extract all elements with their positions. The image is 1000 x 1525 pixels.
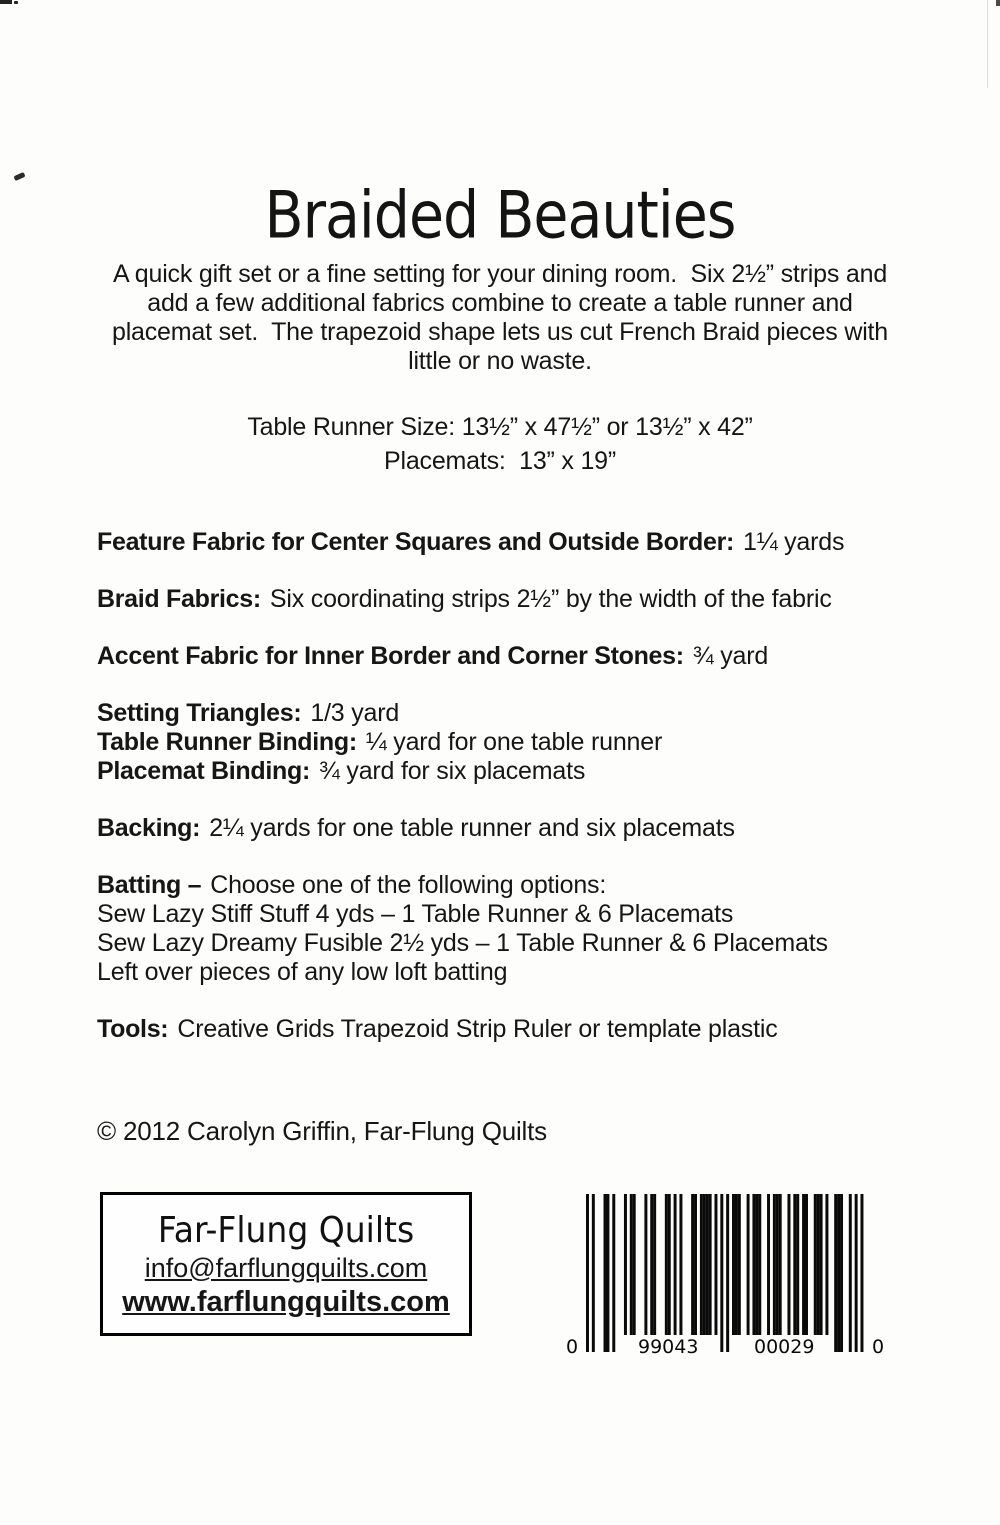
req-value: 1¼ yards <box>743 528 845 556</box>
publisher-email: info@farflungquilts.com <box>144 1252 428 1283</box>
req-value: 1/3 yard <box>310 699 400 727</box>
scan-artifact-top-left <box>0 0 12 4</box>
upc-digit-system: 0 <box>566 1336 579 1358</box>
req-value: Six coordinating strips 2½” by the width of the fabric <box>269 585 832 613</box>
intro-line: A quick gift set or a fine setting for your dining room. Six 2½” strips and <box>112 260 888 288</box>
upc-digits-left-group: 99043 <box>638 1336 699 1358</box>
req-value: ¼ yard for one table runner <box>365 728 663 756</box>
scan-artifact-right-line <box>987 0 988 88</box>
req-braid-fabrics <box>97 585 945 614</box>
req-batting-option <box>97 929 945 958</box>
intro-line: little or no waste. <box>408 347 592 375</box>
req-line <box>97 757 945 786</box>
page-title: Braided Beauties <box>264 178 736 254</box>
req-line <box>97 1015 945 1044</box>
req-line <box>97 814 945 843</box>
req-line <box>97 728 945 757</box>
req-label: Batting – <box>97 871 202 899</box>
scan-artifact-dot <box>14 1 18 4</box>
req-value: Choose one of the following options: <box>210 871 607 899</box>
req-label: Backing: <box>97 814 201 842</box>
req-value: Left over pieces of any low loft batting <box>97 958 508 986</box>
req-label: Setting Triangles: <box>97 699 302 727</box>
req-value: ¾ yard for six placemats <box>319 757 586 785</box>
finished-sizes <box>80 410 920 478</box>
req-line <box>97 699 945 728</box>
req-batting-option <box>97 900 945 929</box>
scan-artifact-top-right <box>996 0 1000 6</box>
req-label: Braid Fabrics: <box>97 585 261 613</box>
req-line <box>97 642 945 671</box>
req-line <box>97 528 945 557</box>
intro-line: placemat set. The trapezoid shape lets us cut French Braid pieces with <box>111 318 889 346</box>
intro-line: add a few additional fabrics combine to create a table runner and <box>147 289 853 317</box>
req-value: Creative Grids Trapezoid Strip Ruler or template plastic <box>177 1015 778 1043</box>
req-feature-fabric <box>97 528 945 557</box>
req-label: Placemat Binding: <box>97 757 310 785</box>
req-label: Accent Fabric for Inner Border and Corner Stones: <box>97 642 684 670</box>
req-value: ¾ yard <box>692 642 769 670</box>
req-label: Table Runner Binding: <box>97 728 357 756</box>
placemat-size: Placemats: 13” x 19” <box>383 447 616 475</box>
upc-barcode <box>558 1190 898 1365</box>
req-line <box>97 871 945 900</box>
publisher-name: Far-Flung Quilts <box>157 1207 415 1251</box>
publisher-contact-box <box>100 1192 472 1336</box>
req-value: Sew Lazy Stiff Stuff 4 yds – 1 Table Runner & 6 Placemats <box>97 900 734 928</box>
req-value: Sew Lazy Dreamy Fusible 2½ yds – 1 Table Runner & 6 Placemats <box>97 929 828 957</box>
req-batting-option <box>97 958 945 987</box>
table-runner-size: Table Runner Size: 13½” x 47½” or 13½” x 42” <box>247 413 753 441</box>
upc-digits-right-group: 00029 <box>754 1336 815 1358</box>
upc-barcode-bars <box>558 1190 898 1365</box>
req-accent-fabric <box>97 642 945 671</box>
upc-digit-check: 0 <box>872 1336 885 1358</box>
req-label: Feature Fabric for Center Squares and Outside Border: <box>97 528 735 556</box>
req-triangles-bindings <box>97 699 945 786</box>
copyright-line: © 2012 Carolyn Griffin, Far-Flung Quilts <box>97 1116 547 1146</box>
req-value: 2¼ yards for one table runner and six placemats <box>209 814 735 842</box>
req-tools <box>97 1015 945 1044</box>
req-label: Tools: <box>97 1015 169 1043</box>
fabric-requirements <box>97 528 945 1072</box>
req-backing <box>97 814 945 843</box>
req-line <box>97 585 945 614</box>
intro-paragraph <box>80 260 920 376</box>
req-batting <box>97 871 945 987</box>
publisher-website: www.farflungquilts.com <box>122 1285 450 1318</box>
